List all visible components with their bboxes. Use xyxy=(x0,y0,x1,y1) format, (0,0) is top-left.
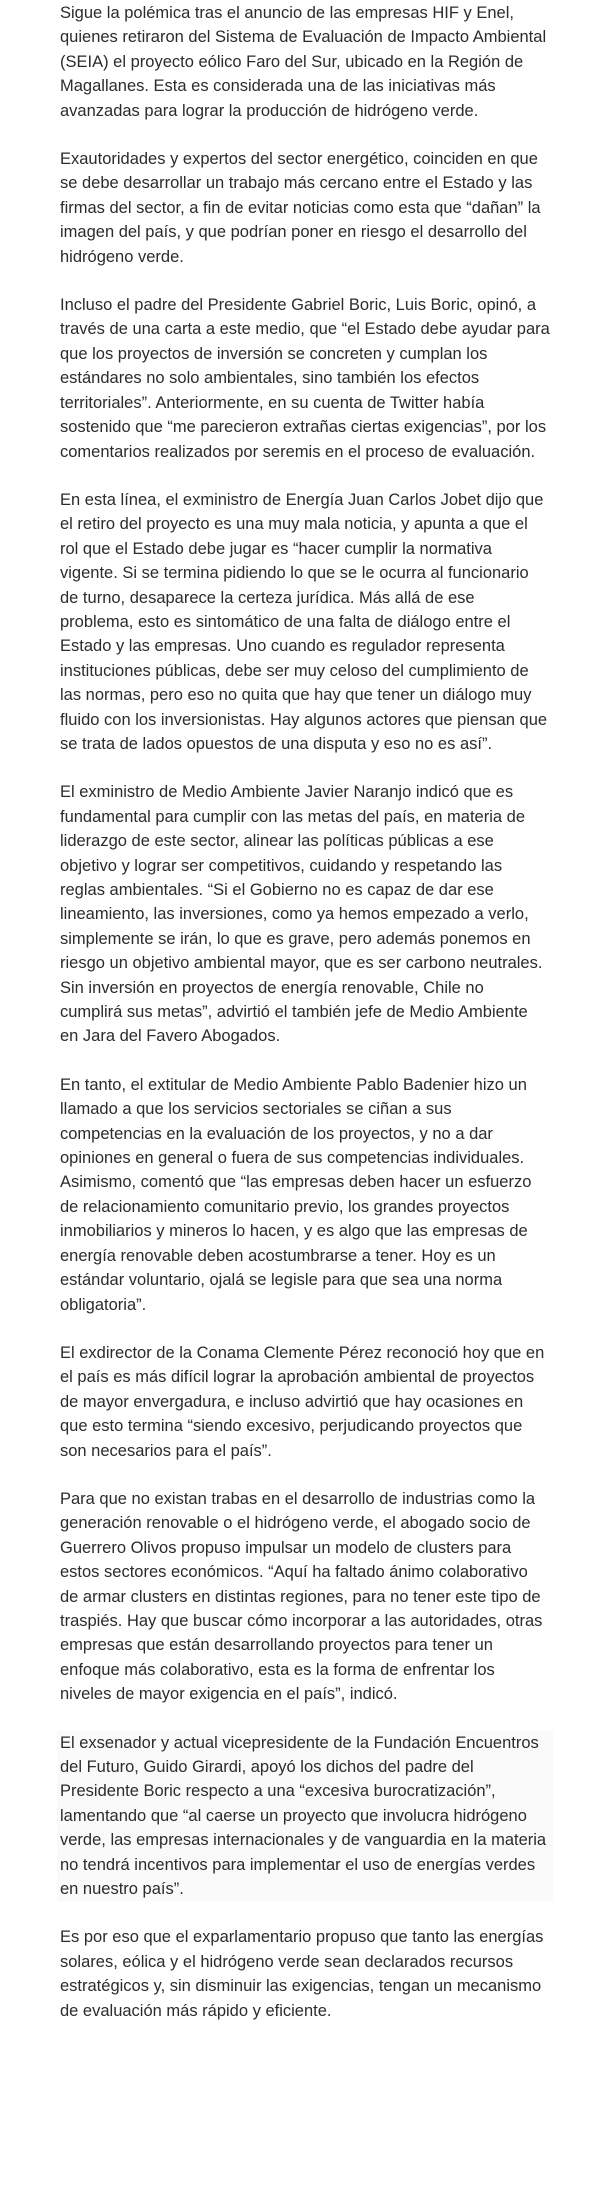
paragraph-4: En esta línea, el exministro de Energía Juan Carlos Jobet dijo que el retiro del proyecto es una muy mala noticia, y apunta a que el rol que el Estado debe jugar es “hacer cumplir la normativa vigente. Si se termina pidiendo lo que se le ocurra al funcionario de turno, desaparece la certeza jurídica. Más allá de ese problema, esto es sintomático de una falta de diálogo entre el Estado y las empresas. Uno cuando es regulador representa instituciones públicas, debe ser muy celoso del cumplimiento de las normas, pero eso no quita que hay que tener un diálogo muy fluido con los inversionistas. Hay algunos actores que piensan que se trata de lados opuestos de una disputa y eso no es así”. xyxy=(60,490,548,753)
paragraph-1: Sigue la polémica tras el anuncio de las empresas HIF y Enel, quienes retiraron del Sistema de Evaluación de Impacto Ambiental (SEIA) el proyecto eólico Faro del Sur, ubicado en la Región de Magallanes. Esta es considerada una de las iniciativas más avanzadas para lograr la producción de hidrógeno verde. xyxy=(60,4,547,120)
paragraph-3: Incluso el padre del Presidente Gabriel Boric, Luis Boric, opinó, a través de una carta a este medio, que “el Estado debe ayudar para que los proyectos de inversión se concreten y cumplan los estándares no solo ambientales, sino también los efectos territoriales”. Anteriormente, en su cuenta de Twitter había sostenido que “me parecieron extrañas ciertas exigencias”, por los comentarios realizados por seremis en el proceso de evaluación. xyxy=(60,296,550,461)
paragraph-10: Es por eso que el exparlamentario propuso que tanto las energías solares, eólica y el hidrógeno verde sean declarados recursos estratégicos y, sin disminuir las exigencias, tengan un mecanismo de evaluación más rápido y eficiente. xyxy=(60,1928,544,2020)
article-body xyxy=(57,0,553,2023)
paragraph-5: El exministro de Medio Ambiente Javier Naranjo indicó que es fundamental para cumplir con las metas del país, en materia de liderazgo de este sector, alinear las políticas públicas a ese objetivo y lograr ser competitivos, cuidando y respetando las reglas ambientales. “Si el Gobierno no es capaz de dar ese lineamiento, las inversiones, como ya hemos empezado a verlo, simplemente se irán, lo que es grave, pero además ponemos en riesgo un objetivo ambiental mayor, que es ser carbono neutrales. Sin inversión en proyectos de energía renovable, Chile no cumplirá sus metas”, advirtió el también jefe de Medio Ambiente en Jara del Favero Abogados. xyxy=(60,783,543,1046)
paragraph-7: El exdirector de la Conama Clemente Pérez reconoció hoy que en el país es más difícil lograr la aprobación ambiental de proyectos de mayor envergadura, e incluso advirtió que hay ocasiones en que esto termina “siendo excesivo, perjudicando proyectos que son necesarios para el país”. xyxy=(60,1343,545,1460)
paragraph-2: Exautoridades y expertos del sector energético, coinciden en que se debe desarrollar un trabajo más cercano entre el Estado y las firmas del sector, a fin de evitar noticias como esta que “dañan” la imagen del país, y que podrían poner en riesgo el desarrollo del hidrógeno verde. xyxy=(60,150,541,266)
paragraph-6: En tanto, el extitular de Medio Ambiente Pablo Badenier hizo un llamado a que los servicios sectoriales se ciñan a sus competencias en la evaluación de los proyectos, y no a dar opiniones en general o fuera de sus competencias individuales. Asimismo, comentó que “las empresas deben hacer un esfuerzo de relacionamiento comunitario previo, los grandes proyectos inmobiliarios y mineros lo hacen, y es algo que las empresas de energía renovable deben acostumbrarse a tener. Hoy es un estándar voluntario, ojalá se legisle para que sea una norma obligatoria”. xyxy=(60,1075,532,1314)
paragraph-9: El exsenador y actual vicepresidente de la Fundación Encuentros del Futuro, Guido Girardi, apoyó los dichos del padre del Presidente Boric respecto a una “excesiva burocratización”, lamentando que “al caerse un proyecto que involucra hidrógeno verde, las empresas internacionales y de vanguardia en la materia no tendrá incentivos para implementar el uso de energías verdes en nuestro país”. xyxy=(57,1731,553,1902)
paragraph-8: Para que no existan trabas en el desarrollo de industrias como la generación renovable o el hidrógeno verde, el abogado socio de Guerrero Olivos propuso impulsar un modelo de clusters para estos sectores económicos. “Aquí ha faltado ánimo colaborativo de armar clusters en distintas regiones, para no tener este tipo de traspiés. Hay que buscar cómo incorporar a las autoridades, otras empresas que están desarrollando proyectos para tener un enfoque más colaborativo, esta es la forma de enfrentar los niveles de mayor exigencia en el país”, indicó. xyxy=(60,1489,543,1704)
